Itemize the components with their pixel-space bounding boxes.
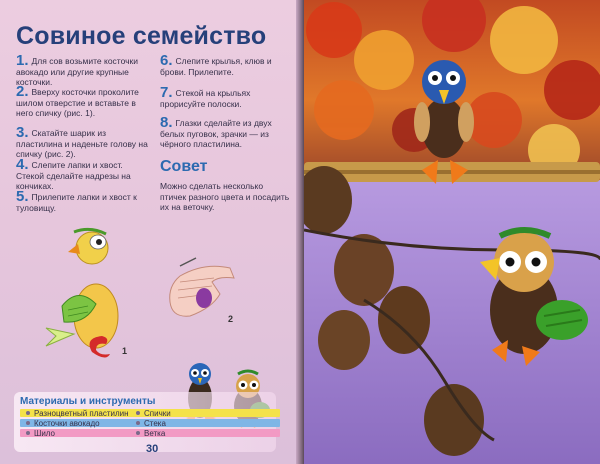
owl-photo xyxy=(304,0,600,464)
bullet-icon xyxy=(136,421,140,425)
figure-1-label: 1 xyxy=(122,346,128,356)
advice-text: Можно сделать несколько птичек разного цвета и посадить их на веточку. xyxy=(160,181,290,212)
material-item: Ветка xyxy=(136,429,165,438)
step-3 xyxy=(16,124,152,160)
figure-1-illustration xyxy=(34,226,134,376)
bullet-icon xyxy=(136,411,140,415)
step-6-text: Слепите крылья, клюв и брови. Прилепите. xyxy=(160,56,272,77)
step-5-text: Прилепите лапки и хвост к туловищу. xyxy=(16,192,137,213)
step-7-number: 7. xyxy=(160,84,173,101)
material-item: Шило xyxy=(26,429,55,438)
step-8-number: 8. xyxy=(160,114,173,131)
step-3-number: 3. xyxy=(16,124,29,141)
step-3-text: Скатайте шарик из пластилина и наденьте голову на спичку (рис. 2). xyxy=(16,128,148,159)
material-item: Разноцветный пластилин xyxy=(26,409,129,418)
step-4-number: 4. xyxy=(16,156,29,173)
bullet-icon xyxy=(26,431,30,435)
page-number: 30 xyxy=(146,443,159,455)
step-1-number: 1. xyxy=(16,52,29,69)
step-2-number: 2. xyxy=(16,83,29,100)
step-1-text: Для сов возьмите косточки авокадо или другие крупные косточки. xyxy=(16,56,139,87)
bullet-icon xyxy=(26,411,30,415)
step-7 xyxy=(160,84,292,109)
step-4-text: Слепите лапки и хвост. Стекой сделайте надрезы на кончиках. xyxy=(16,160,131,191)
advice-title: Совет xyxy=(160,158,208,175)
step-6-number: 6. xyxy=(160,52,173,69)
material-item: Спички xyxy=(136,409,171,418)
materials-title: Материалы и инструменты xyxy=(20,396,156,407)
bullet-icon xyxy=(136,431,140,435)
photo-scene xyxy=(304,0,600,464)
step-8 xyxy=(160,114,292,150)
step-5 xyxy=(16,188,152,213)
bullet-icon xyxy=(26,421,30,425)
figure-2-label: 2 xyxy=(228,314,234,324)
step-7-text: Стекой на крыльях прорисуйте полоски. xyxy=(160,88,251,109)
step-6 xyxy=(160,52,292,77)
step-2-text: Вверху косточки проколите шилом отверстие и вставьте в него спичку (рис. 1). xyxy=(16,87,139,118)
step-4 xyxy=(16,156,152,192)
step-5-number: 5. xyxy=(16,188,29,205)
step-2 xyxy=(16,83,152,119)
step-1 xyxy=(16,52,152,88)
page-title: Совиное семейство xyxy=(16,22,267,50)
step-8-text: Глазки сделайте из двух белых пуговок, зрачки — из чёрного пластилина. xyxy=(160,118,272,149)
material-item: Косточки авокадо xyxy=(26,419,100,428)
material-item: Стека xyxy=(136,419,166,428)
